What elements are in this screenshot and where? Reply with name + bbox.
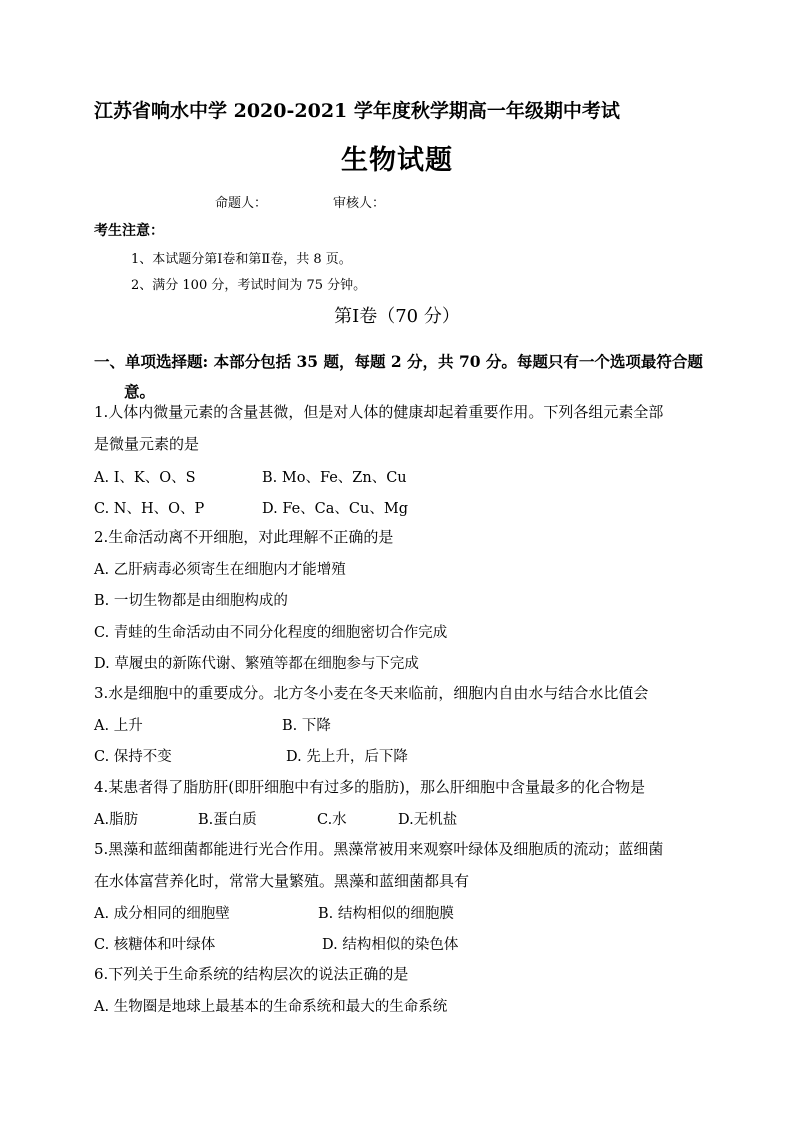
question-3-stem: 3.水是细胞中的重要成分。北方冬小麦在冬天来临前，细胞内自由水与结合水比值会: [94, 684, 649, 702]
school-exam-title: 江苏省响水中学 2020-2021 学年度秋学期高一年级期中考试: [94, 100, 620, 122]
volume-title: 第Ⅰ卷（70 分）: [334, 306, 460, 327]
question-1-option-d: D. Fe、Ca、Cu、Mg: [262, 501, 408, 517]
question-3-option-d: D. 先上升，后下降: [286, 749, 408, 765]
question-1-stem-line-2: 是微量元素的是: [94, 435, 200, 453]
subject-title: 生物试题: [341, 145, 453, 176]
question-5-option-d: D. 结构相似的染色体: [322, 937, 459, 953]
question-4-option-a: A.脂肪: [94, 812, 139, 828]
question-1-stem-line-1: 1.人体内微量元素的含量甚微，但是对人体的健康却起着重要作用。下列各组元素全部: [94, 403, 664, 421]
question-2-option-b: B. 一切生物都是由细胞构成的: [94, 593, 288, 609]
question-1-option-c: C. N、H、O、P: [94, 501, 205, 517]
question-3-option-b: B. 下降: [282, 718, 331, 734]
question-6-option-a: A. 生物圈是地球上最基本的生命系统和最大的生命系统: [94, 999, 448, 1015]
question-2-option-c: C. 青蛙的生命活动由不同分化程度的细胞密切合作完成: [94, 625, 448, 641]
question-4-stem: 4.某患者得了脂肪肝(即肝细胞中有过多的脂肪)，那么肝细胞中含量最多的化合物是: [94, 778, 646, 796]
question-1-option-a: A. I、K、O、S: [94, 470, 196, 486]
section-heading: [94, 347, 710, 407]
setter-label: 命题人：: [215, 196, 268, 211]
section-heading-line-1: 一、单项选择题: 本部分包括 35 题，每题 2 分，共 70 分。每题只有一个选项最符合题: [94, 352, 703, 371]
question-5-option-c: C. 核糖体和叶绿体: [94, 937, 216, 953]
question-3-option-a: A. 上升: [94, 718, 143, 734]
reviewer-label: 审核人：: [333, 196, 386, 211]
section-heading-line-2: 意。: [124, 382, 156, 401]
notice-item-2: 2、满分 100 分，考试时间为 75 分钟。: [131, 278, 367, 293]
question-2-option-d: D. 草履虫的新陈代谢、繁殖等都在细胞参与下完成: [94, 656, 419, 672]
question-2-stem: 2.生命活动离不开细胞，对此理解不正确的是: [94, 528, 394, 546]
question-4-option-d: D.无机盐: [398, 812, 458, 828]
notice-item-1: 1、本试题分第Ⅰ卷和第Ⅱ卷，共 8 页。: [131, 252, 352, 267]
question-3-option-c: C. 保持不变: [94, 749, 172, 765]
question-2-option-a: A. 乙肝病毒必须寄生在细胞内才能增殖: [94, 562, 346, 578]
question-5-option-a: A. 成分相同的细胞壁: [94, 906, 230, 922]
question-1-option-b: B. Mo、Fe、Zn、Cu: [262, 470, 407, 486]
question-4-option-b: B.蛋白质: [198, 812, 257, 828]
question-5-option-b: B. 结构相似的细胞膜: [318, 906, 454, 922]
question-5-stem-line-2: 在水体富营养化时，常常大量繁殖。黑藻和蓝细菌都具有: [94, 872, 470, 890]
question-6-stem: 6.下列关于生命系统的结构层次的说法正确的是: [94, 965, 409, 983]
question-5-stem-line-1: 5.黑藻和蓝细菌都能进行光合作用。黑藻常被用来观察叶绿体及细胞质的流动；蓝细菌: [94, 840, 664, 858]
notice-title: 考生注意：: [94, 223, 164, 239]
question-4-option-c: C.水: [317, 812, 347, 828]
